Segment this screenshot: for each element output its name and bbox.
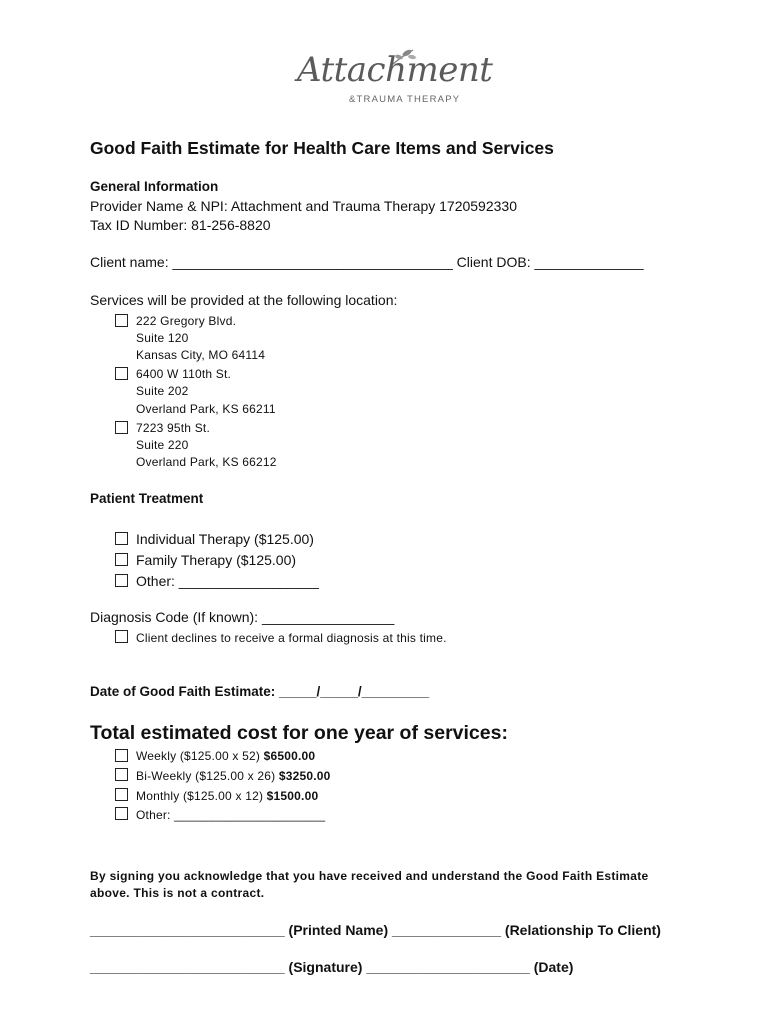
acknowledge-line2: above. This is not a contract.	[90, 886, 265, 900]
diagnosis-code-line[interactable]: Diagnosis Code (If known): _________________	[90, 609, 395, 625]
individual-therapy-label: Individual Therapy ($125.00)	[136, 531, 314, 547]
monthly-option	[136, 789, 318, 803]
other-treatment-label: Other: __________________	[136, 573, 319, 589]
location-3-line3: Overland Park, KS 66212	[136, 455, 277, 469]
monthly-text: Monthly ($125.00 x 12)	[136, 789, 267, 803]
biweekly-text: Bi-Weekly ($125.00 x 26)	[136, 769, 279, 783]
locations-intro: Services will be provided at the following location:	[90, 292, 398, 308]
estimate-date-line[interactable]: Date of Good Faith Estimate: _____/_____/_________	[90, 684, 430, 699]
weekly-checkbox[interactable]	[115, 749, 128, 762]
location-3-line2: Suite 220	[136, 438, 189, 452]
monthly-checkbox[interactable]	[115, 788, 128, 801]
location-3-checkbox[interactable]	[115, 421, 128, 434]
other-cost-option: Other: ______________________	[136, 808, 326, 822]
company-logo	[295, 48, 493, 108]
location-1-line2: Suite 120	[136, 331, 189, 345]
location-2-line2: Suite 202	[136, 384, 189, 398]
logo-name: Attachment	[297, 50, 493, 90]
tax-id-line: Tax ID Number: 81-256-8820	[90, 217, 271, 233]
other-cost-checkbox[interactable]	[115, 807, 128, 820]
location-1-checkbox[interactable]	[115, 314, 128, 327]
logo-subtitle: &TRAUMA THERAPY	[349, 94, 461, 105]
provider-line: Provider Name & NPI: Attachment and Trauma Therapy 1720592330	[90, 198, 517, 214]
other-treatment-checkbox[interactable]	[115, 574, 128, 587]
location-2-checkbox[interactable]	[115, 367, 128, 380]
biweekly-option	[136, 769, 331, 783]
family-therapy-label: Family Therapy ($125.00)	[136, 552, 297, 568]
client-name-dob-line[interactable]: Client name: ____________________________________ Client DOB: ______________	[90, 254, 644, 270]
printed-name-line[interactable]: _________________________ (Printed Name) ______________ (Relationship To Client)	[90, 922, 661, 938]
location-1-line3: Kansas City, MO 64114	[136, 348, 266, 362]
family-therapy-checkbox[interactable]	[115, 553, 128, 566]
weekly-text: Weekly ($125.00 x 52)	[136, 749, 264, 763]
individual-therapy-checkbox[interactable]	[115, 532, 128, 545]
cost-heading: Total estimated cost for one year of services:	[90, 722, 508, 744]
location-2-line1: 6400 W 110th St.	[136, 367, 232, 381]
decline-diagnosis-label: Client declines to receive a formal diagnosis at this time.	[136, 631, 447, 645]
decline-diagnosis-checkbox[interactable]	[115, 630, 128, 643]
location-3-line1: 7223 95th St.	[136, 421, 210, 435]
biweekly-amount: $3250.00	[278, 769, 331, 783]
weekly-option	[136, 749, 315, 763]
page-title: Good Faith Estimate for Health Care Items and Services	[90, 138, 554, 158]
general-heading: General Information	[90, 179, 219, 194]
monthly-amount: $1500.00	[266, 789, 319, 803]
location-2-line3: Overland Park, KS 66211	[136, 402, 276, 416]
biweekly-checkbox[interactable]	[115, 768, 128, 781]
location-1-line1: 222 Gregory Blvd.	[136, 314, 237, 328]
acknowledge-line1: By signing you acknowledge that you have received and understand the Good Faith Estimate	[90, 869, 649, 883]
signature-date-line[interactable]: _________________________ (Signature) _____________________ (Date)	[90, 959, 574, 975]
weekly-amount: $6500.00	[263, 749, 316, 763]
treatment-heading: Patient Treatment	[90, 491, 204, 506]
